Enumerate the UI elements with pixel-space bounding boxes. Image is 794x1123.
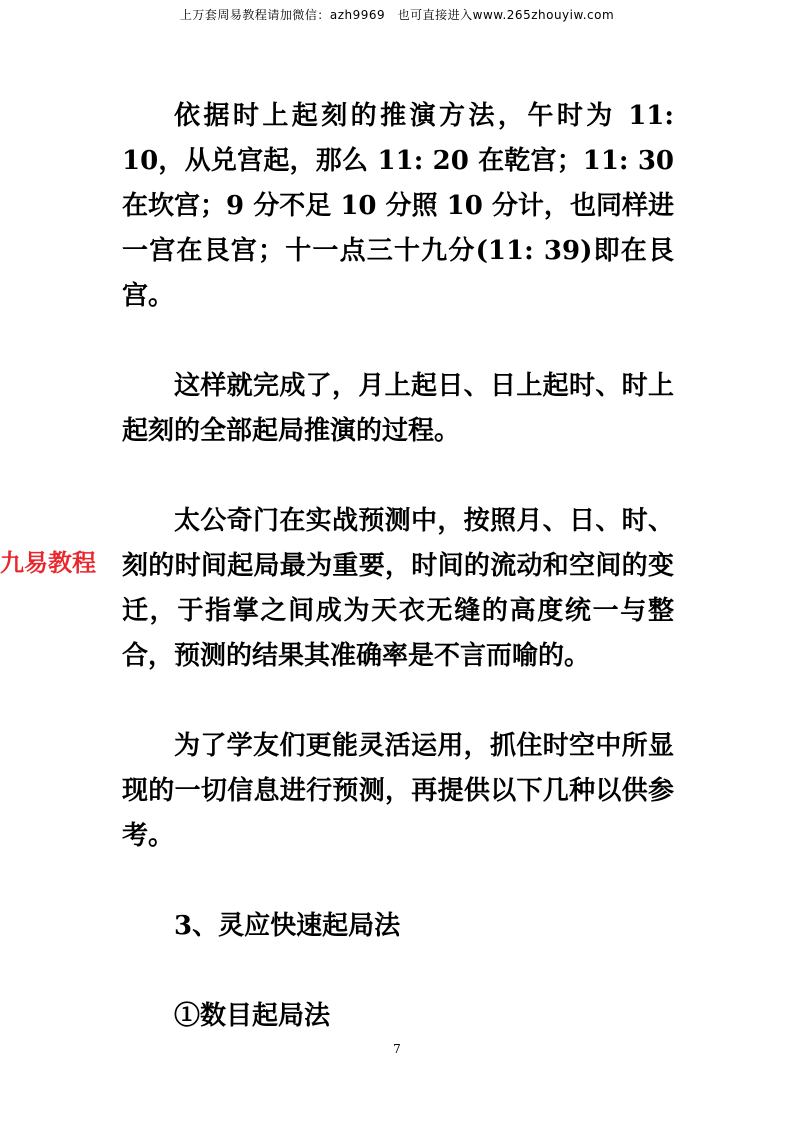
paragraph-2: 这样就完成了，月上起日、日上起时、时上起刻的全部起局推演的过程。: [122, 371, 674, 446]
watermark-label: 九易教程: [0, 549, 96, 577]
document-body: [122, 94, 674, 1039]
paragraph-4: 为了学友们更能灵活运用，抓住时空中所显现的一切信息进行预测，再提供以下几种以供参考。: [122, 731, 674, 851]
paragraph-gap: [122, 454, 674, 499]
paragraph-gap: [122, 679, 674, 724]
section-heading: 3、灵应快速起局法: [174, 911, 401, 941]
page-number: 7: [393, 1042, 401, 1056]
paragraph-gap: [122, 949, 674, 994]
paragraph-gap: [122, 319, 674, 364]
paragraph-1: 依据时上起刻的推演方法，午时为 11: 10，从兑宫起，那么 11: 20 在乾宫；11: 30 在坎宫；9 分不足 10 分照 10 分计，也同样进一宫在艮宫；十一点三十九分(11: 39)即在艮宫。: [122, 101, 674, 311]
page-header: 上万套周易教程请加微信：azh9969 也可直接进入www.265zhouyiw.com: [179, 8, 615, 22]
paragraph-3: 太公奇门在实战预测中，按照月、日、时、刻的时间起局最为重要，时间的流动和空间的变迁，于指掌之间成为天衣无缝的高度统一与整合，预测的结果其准确率是不言而喻的。: [122, 506, 674, 671]
paragraph-gap: [122, 859, 674, 904]
subsection-heading: ①数目起局法: [174, 1001, 331, 1031]
